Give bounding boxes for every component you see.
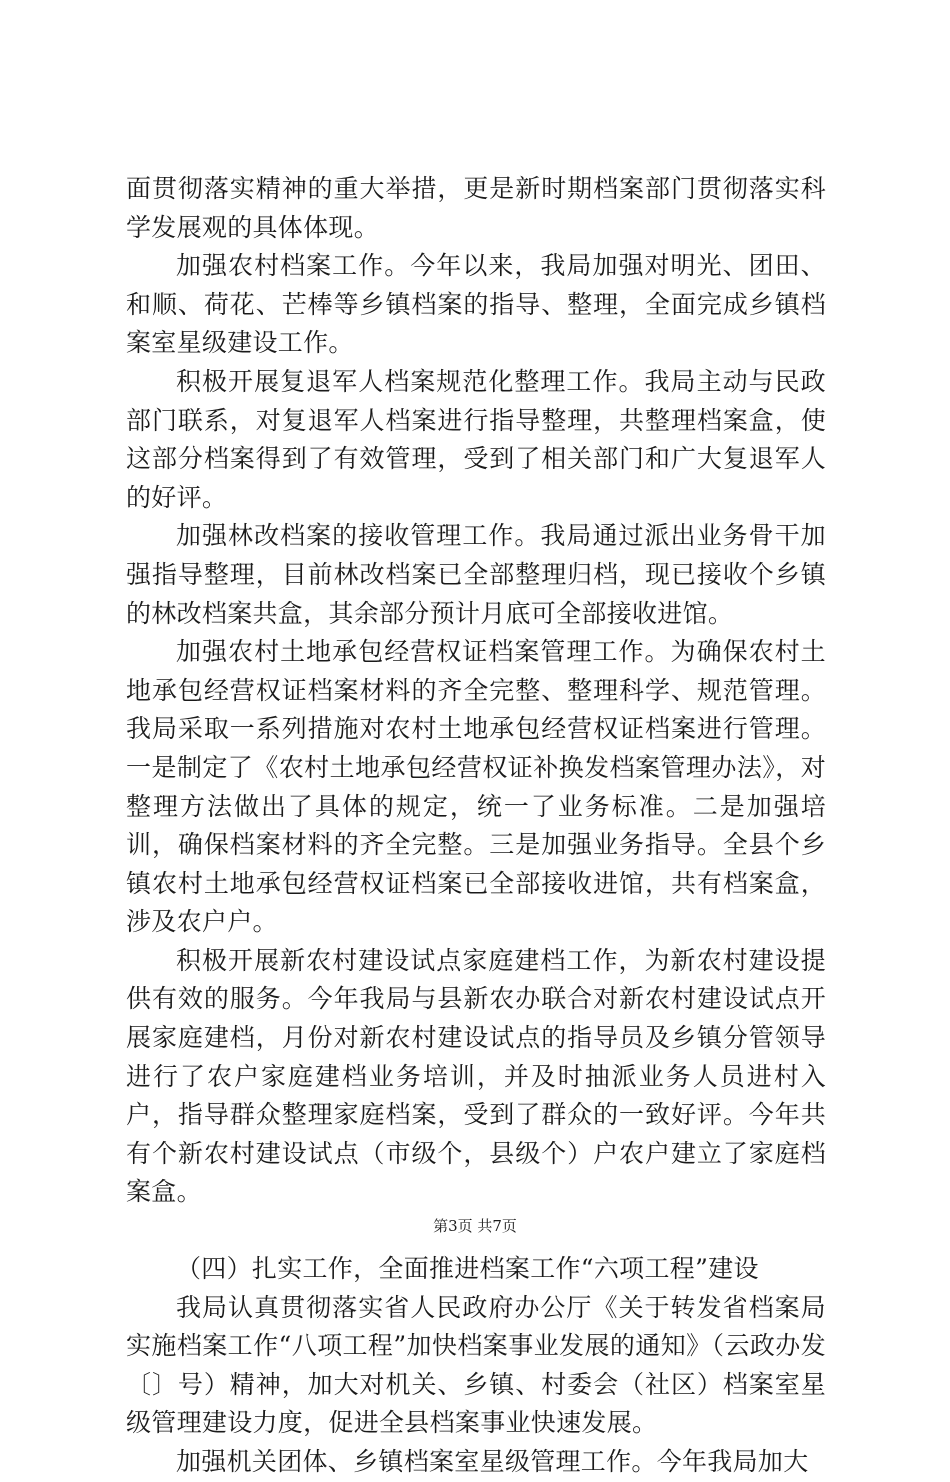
paragraph-5: 加强农村土地承包经营权证档案管理工作。为确保农村土地承包经营权证档案材料的齐全完整、整理科学、规范管理。我局采取一系列措施对农村土地承包经营权证档案进行管理。一是制定了《农村土地承包经营权证补换发档案管理办法》，对整理方法做出了具体的规定，统一了业务标准。二是加强培训，确保档案材料的齐全完整。三是加强业务指导。全县个乡镇农村土地承包经营权证档案已全部接收进馆，共有档案盒，涉及农户户。 xyxy=(126,637,826,937)
section-heading: （四）扎实工作，全面推进档案工作“六项工程”建设 xyxy=(176,1254,759,1284)
paragraph-4: 加强林改档案的接收管理工作。我局通过派出业务骨干加强指导整理，目前林改档案已全部整理归档，现已接收个乡镇的林改档案共盒，其余部分预计月底可全部接收进馆。 xyxy=(126,521,826,628)
paragraph-6: 积极开展新农村建设试点家庭建档工作，为新农村建设提供有效的服务。今年我局与县新农办联合对新农村建设试点开展家庭建档，月份对新农村建设试点的指导员及乡镇分管领导进行了农户家庭建档业务培训，并及时抽派业务人员进村入户，指导群众整理家庭档案，受到了群众的一致好评。今年共有个新农村建设试点（市级个，县级个）户农户建立了家庭档案盒。 xyxy=(126,945,826,1207)
paragraph-3: 积极开展复退军人档案规范化整理工作。我局主动与民政部门联系，对复退军人档案进行指导整理，共整理档案盒，使这部分档案得到了有效管理，受到了相关部门和广大复退军人的好评。 xyxy=(126,366,826,512)
paragraph-2: 加强农村档案工作。今年以来，我局加强对明光、团田、和顺、荷花、芒棒等乡镇档案的指导、整理，全面完成乡镇档案室星级建设工作。 xyxy=(126,251,826,358)
paragraph-1: 面贯彻落实精神的重大举措，更是新时期档案部门贯彻落实科学发展观的具体体现。 xyxy=(126,174,826,242)
document-body xyxy=(126,170,826,1482)
page-footer: 第3页 共7页 xyxy=(433,1217,517,1235)
paragraph-8: 加强机关团体、乡镇档案室星级管理工作。今年我局加大 xyxy=(176,1447,809,1476)
paragraph-7: 我局认真贯彻落实省人民政府办公厅《关于转发省档案局实施档案工作“八项工程”加快档案事业发展的通知》（云政办发〔〕号）精神，加大对机关、乡镇、村委会（社区）档案室星级管理建设力度，促进全县档案事业快速发展。 xyxy=(126,1292,826,1438)
